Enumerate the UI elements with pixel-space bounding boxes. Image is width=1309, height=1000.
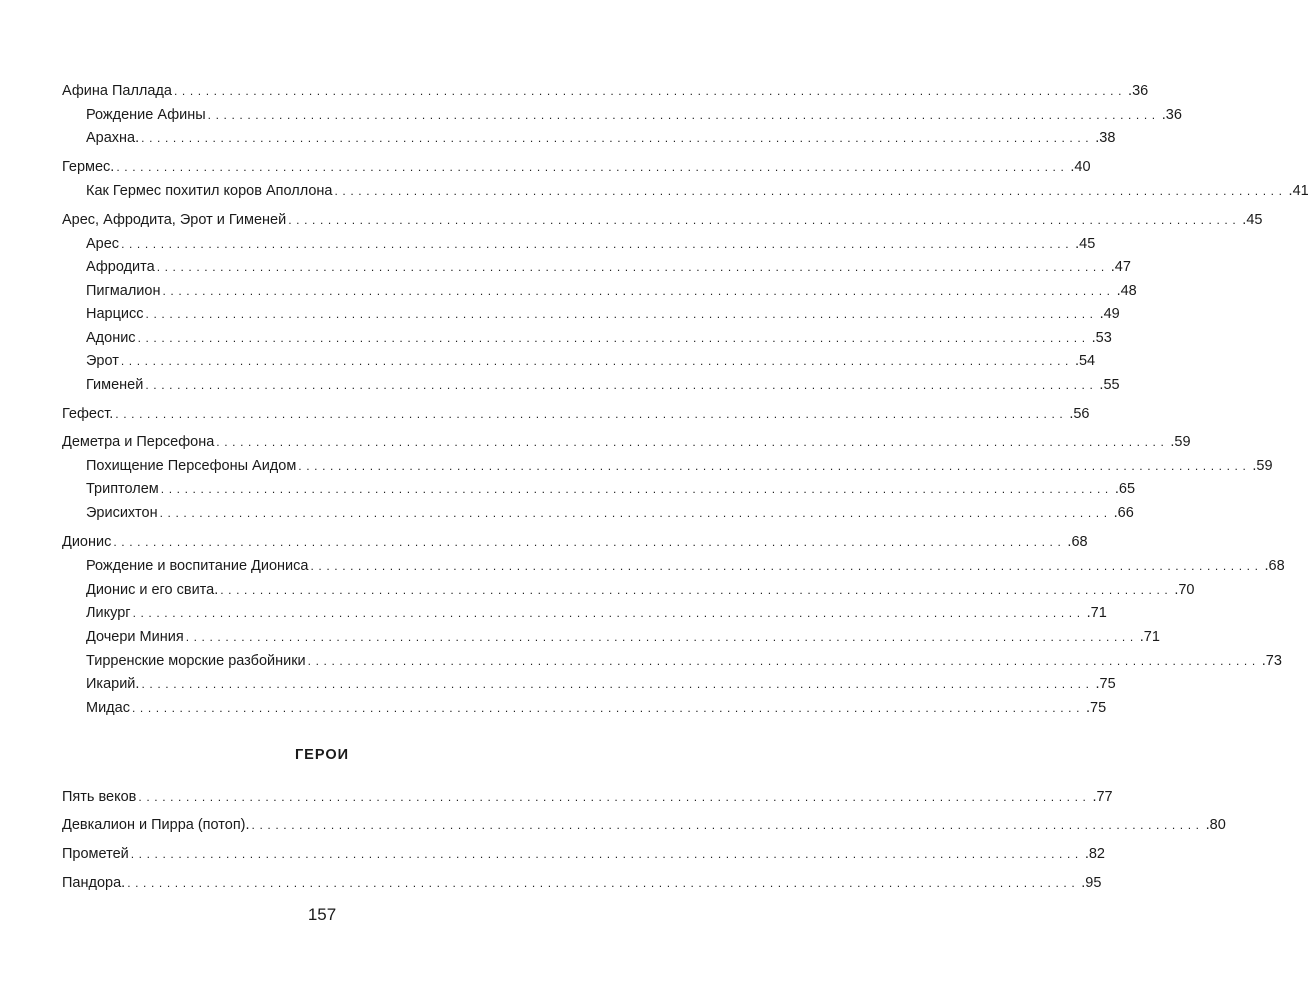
toc-entry-page: .70 [1174, 582, 1195, 598]
toc-leader-dots: ........................................................................................................................ [162, 284, 1115, 298]
toc-leader-dots: ........................................................................................................................ [145, 378, 1098, 392]
toc-entry-title: Гефест. [62, 406, 114, 422]
toc-entry-title: Нарцисс [86, 306, 144, 322]
toc-entry-title: Гермес. [62, 159, 115, 175]
toc-entry [62, 82, 1149, 100]
toc-entry-title: Адонис [86, 330, 136, 346]
toc-entry [86, 604, 1107, 622]
toc-entry [86, 557, 1285, 575]
toc-entry-page: .80 [1205, 817, 1226, 833]
toc-entry-page: .59 [1170, 434, 1191, 450]
toc-entry-title: Арахна. [86, 130, 140, 146]
toc-entry-page: .71 [1139, 629, 1160, 645]
toc-entry-page: .68 [1264, 558, 1285, 574]
toc-entry-page: .95 [1081, 875, 1102, 891]
toc-entry-title: Рождение Афины [86, 107, 206, 123]
toc-entry [62, 158, 1091, 176]
toc-leader-dots: ........................................................................................................................ [288, 213, 1241, 227]
toc-entry-page: .36 [1161, 107, 1182, 123]
toc-entry-title: Мидас [86, 700, 130, 716]
toc-entry [86, 106, 1182, 124]
toc-entry [62, 433, 1191, 451]
toc-entry [86, 182, 1309, 200]
toc-entry-title: Арес [86, 236, 120, 252]
toc-entry [86, 675, 1116, 693]
toc-entry-title: Эрот [86, 353, 119, 369]
toc-entry-title: Тирренские морские разбойники [86, 653, 306, 669]
toc-leader-dots: ........................................................................................................................ [216, 435, 1169, 449]
toc-entry-title: Арес, Афродита, Эрот и Гименей [62, 212, 287, 228]
toc-leader-dots: ........................................................................................................................ [160, 482, 1113, 496]
toc-entry [62, 211, 1263, 229]
toc-leader-dots: ........................................................................................................................ [137, 331, 1090, 345]
toc-entry-page: .48 [1116, 283, 1137, 299]
toc-entry-page: .71 [1086, 605, 1107, 621]
toc-entry [62, 816, 1226, 834]
toc-entry-title: Пандора. [62, 875, 126, 891]
toc-leader-dots: ........................................................................................................................ [127, 876, 1080, 890]
toc-entry-title: Эрисихтон [86, 505, 158, 521]
toc-entry-page: .45 [1242, 212, 1263, 228]
toc-leader-dots: ........................................................................................................................ [121, 237, 1074, 251]
toc-entry [62, 845, 1105, 863]
toc-leader-dots: ........................................................................................................................ [130, 847, 1083, 861]
toc-entry-page: .77 [1092, 789, 1113, 805]
toc-entry-page: .65 [1114, 481, 1136, 497]
toc-entry [86, 581, 1195, 599]
toc-entry [86, 329, 1112, 347]
toc-entry [86, 480, 1136, 498]
toc-entry-page: .59 [1252, 458, 1273, 474]
toc-entry-page: .68 [1067, 534, 1088, 550]
page-number: 157 [307, 905, 337, 924]
toc-entry-title: Ликург [86, 605, 131, 621]
toc-leader-dots: ........................................................................................................................ [115, 407, 1068, 421]
toc-entry [86, 282, 1137, 300]
toc-leader-dots: ........................................................................................................................ [113, 535, 1066, 549]
toc-entry-title: Дионис [62, 534, 112, 550]
toc-entry-title: Икарий. [86, 676, 140, 692]
toc-entry [86, 457, 1273, 475]
toc-entry-title: Афродита [86, 259, 155, 275]
toc-entry-title: Рождение и воспитание Диониса [86, 558, 309, 574]
toc-leader-dots: ........................................................................................................................ [307, 654, 1260, 668]
toc-leader-dots: ........................................................................................................................ [116, 160, 1069, 174]
toc-entry-title: Девкалион и Пирра (потоп). [62, 817, 250, 833]
toc-entry [86, 376, 1120, 394]
toc-entry [62, 788, 1113, 806]
toc-entry-title: Прометей [62, 846, 129, 862]
toc-entry-title: Триптолем [86, 481, 159, 497]
toc-entry-title: Пигмалион [86, 283, 161, 299]
toc-entry-page: .73 [1261, 653, 1282, 669]
toc-leader-dots: ........................................................................................................................ [141, 677, 1094, 691]
toc-leader-dots: ........................................................................................................................ [138, 790, 1091, 804]
toc-leader-dots: ........................................................................................................................ [145, 307, 1098, 321]
toc-leader-dots: ........................................................................................................................ [156, 260, 1109, 274]
toc-entry-page: .54 [1074, 353, 1096, 369]
toc-entry-title: Дионис и его свита. [86, 582, 219, 598]
toc-leader-dots: ........................................................................................................................ [131, 701, 1085, 715]
toc-entry [62, 405, 1090, 423]
toc-entry [62, 533, 1088, 551]
toc-entry-page: .49 [1099, 306, 1120, 322]
toc-leader-dots: ........................................................................................................................ [310, 559, 1263, 573]
toc-entry-page: .55 [1099, 377, 1120, 393]
toc-entry [86, 699, 1107, 717]
toc-entry-page: .75 [1086, 700, 1107, 716]
toc-leader-dots: ........................................................................................................................ [185, 630, 1138, 644]
toc-entry-page: .66 [1113, 505, 1134, 521]
toc-entry-title: Дочери Миния [86, 629, 184, 645]
toc-leader-dots: ........................................................................................................................ [334, 184, 1287, 198]
toc-entry-title: Как Гермес похитил коров Аполлона [86, 183, 333, 199]
toc-entry-page: .56 [1069, 406, 1090, 422]
toc-entry-page: .45 [1075, 236, 1096, 252]
toc-entry-page: .40 [1070, 159, 1091, 175]
toc-entry-title: Гименей [86, 377, 144, 393]
toc-entry [86, 305, 1120, 323]
toc-leader-dots: ........................................................................................................................ [220, 583, 1173, 597]
toc-leader-dots: ........................................................................................................................ [251, 818, 1204, 832]
toc-entry-page: .38 [1095, 130, 1116, 146]
toc-leader-dots: ........................................................................................................................ [173, 84, 1127, 98]
toc-entry [86, 628, 1160, 646]
toc-entry-page: .47 [1110, 259, 1131, 275]
toc-entry-title: Афина Паллада [62, 83, 172, 99]
toc-entry [86, 129, 1116, 147]
toc-leader-dots: ........................................................................................................................ [207, 108, 1160, 122]
toc-leader-dots: ........................................................................................................................ [132, 606, 1085, 620]
toc-entry-page: .53 [1091, 330, 1112, 346]
toc-entry-page: .75 [1095, 676, 1116, 692]
toc-entry-page: .41 [1288, 183, 1309, 199]
toc-entry [86, 652, 1282, 670]
toc-leader-dots: ........................................................................................................................ [159, 506, 1112, 520]
toc-leader-dots: ........................................................................................................................ [298, 459, 1251, 473]
toc-entry [86, 352, 1096, 370]
section-heading: ГЕРОИ [294, 747, 350, 763]
toc-entry-title: Деметра и Персефона [62, 434, 215, 450]
toc-entry [86, 504, 1134, 522]
toc-entry [86, 235, 1096, 253]
toc-leader-dots: ........................................................................................................................ [120, 354, 1073, 368]
toc-entry [62, 874, 1102, 892]
toc-entry-page: .36 [1128, 83, 1149, 99]
toc-entry-title: Похищение Персефоны Аидом [86, 458, 297, 474]
toc-entry [86, 258, 1131, 276]
toc-leader-dots: ........................................................................................................................ [141, 131, 1094, 145]
toc-entry-page: .82 [1084, 846, 1105, 862]
toc-entry-title: Пять веков [62, 789, 137, 805]
